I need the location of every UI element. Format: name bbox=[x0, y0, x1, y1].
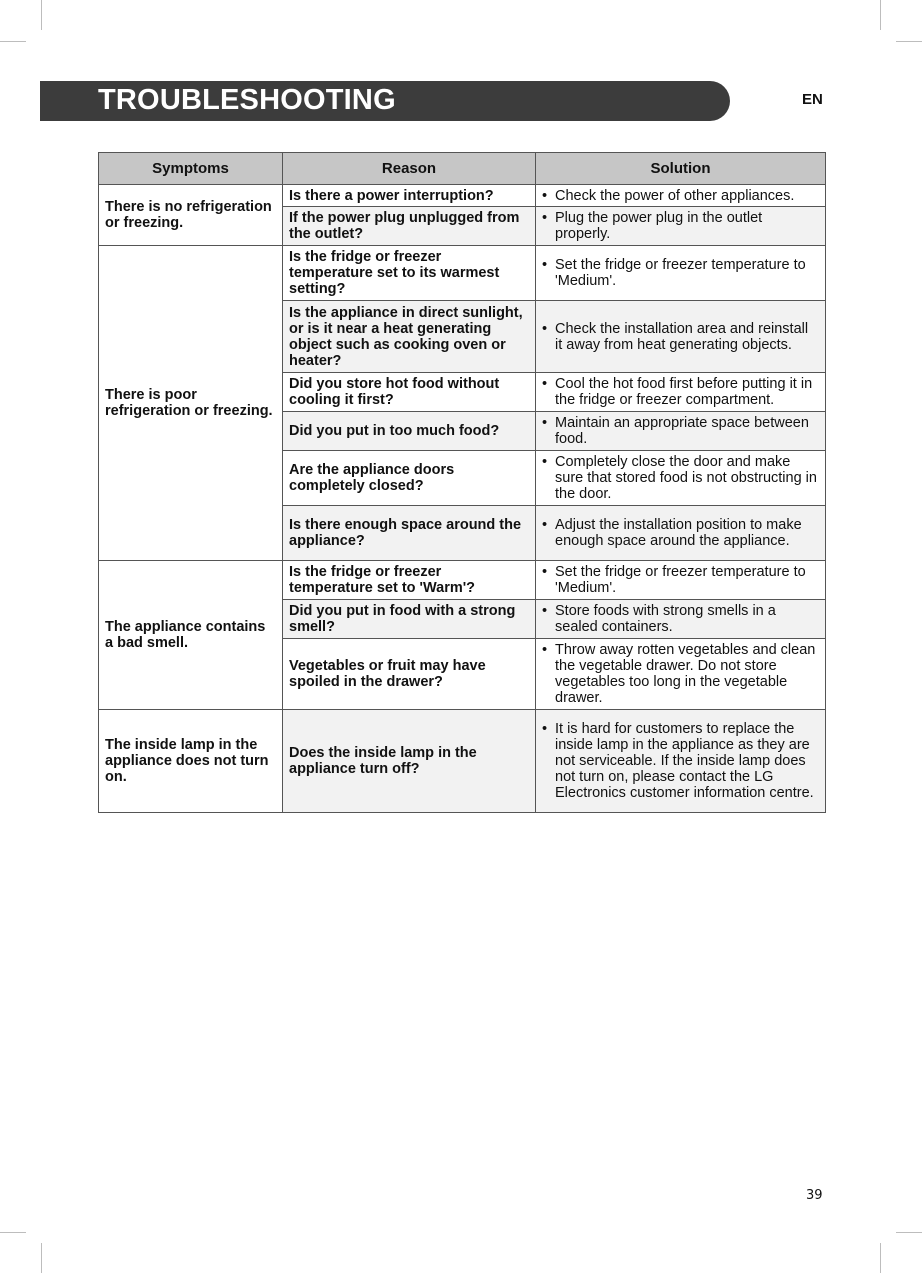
reason-cell: Is there a power interruption? bbox=[283, 185, 536, 207]
solution-text: Throw away rotten vegetables and clean the vegetable drawer. Do not store vegetables too long in the vegetable drawer. bbox=[555, 642, 816, 706]
symptom-cell: There is no refrigeration or freezing. bbox=[99, 185, 283, 246]
symptom-cell: The inside lamp in the appliance does not turn on. bbox=[99, 710, 283, 813]
symptom-cell: The appliance contains a bad smell. bbox=[99, 561, 283, 710]
solution-text: Adjust the installation position to make enough space around the appliance. bbox=[555, 517, 802, 549]
reason-cell: Is the fridge or freezer temperature set to its warmest setting? bbox=[283, 246, 536, 301]
solution-text: Set the fridge or freezer temperature to 'Medium'. bbox=[555, 257, 806, 289]
solution-cell: • Adjust the installation position to make enough space around the appliance. bbox=[536, 506, 826, 561]
troubleshooting-table bbox=[98, 152, 826, 813]
header-symptoms: Symptoms bbox=[99, 153, 283, 185]
reason-cell: Did you store hot food without cooling it first? bbox=[283, 373, 536, 412]
solution-text: Completely close the door and make sure that stored food is not obstructing in the door. bbox=[555, 454, 817, 502]
table-row bbox=[99, 246, 826, 301]
solution-cell: • Set the fridge or freezer temperature to 'Medium'. bbox=[536, 246, 826, 301]
reason-cell: Did you put in too much food? bbox=[283, 412, 536, 451]
table-row bbox=[99, 710, 826, 813]
reason-cell: Did you put in food with a strong smell? bbox=[283, 600, 536, 639]
solution-cell: • Check the installation area and reinstall it away from heat generating objects. bbox=[536, 301, 826, 373]
solution-text: Plug the power plug in the outlet properly. bbox=[555, 210, 763, 242]
page-title: TROUBLESHOOTING bbox=[98, 84, 396, 116]
solution-text: Check the installation area and reinstall it away from heat generating objects. bbox=[555, 320, 809, 353]
solution-cell: • Throw away rotten vegetables and clean the vegetable drawer. Do not store vegetables too long in the vegetable drawer. bbox=[536, 639, 826, 710]
solution-text: Cool the hot food first before putting it in the fridge or freezer compartment. bbox=[555, 376, 813, 408]
crop-mark bbox=[896, 41, 922, 42]
solution-cell: • Maintain an appropriate space between food. bbox=[536, 412, 826, 451]
header-reason: Reason bbox=[283, 153, 536, 185]
crop-mark bbox=[41, 1243, 42, 1273]
section-header-bar bbox=[40, 81, 730, 121]
table-row bbox=[99, 185, 826, 207]
page-number: 39 bbox=[806, 1188, 823, 1203]
solution-text: Check the power of other appliances. bbox=[555, 187, 795, 204]
crop-mark bbox=[0, 1232, 26, 1233]
solution-cell: • It is hard for customers to replace the inside lamp in the appliance as they are not serviceable. If the inside lamp does not turn on, please contact the LG Electronics customer information centre. bbox=[536, 710, 826, 813]
crop-mark bbox=[880, 0, 881, 30]
solution-cell: • Plug the power plug in the outlet properly. bbox=[536, 207, 826, 246]
crop-mark bbox=[41, 0, 42, 30]
solution-text: Maintain an appropriate space between food. bbox=[555, 415, 809, 447]
solution-cell: • Cool the hot food first before putting it in the fridge or freezer compartment. bbox=[536, 373, 826, 412]
solution-cell: • Store foods with strong smells in a sealed containers. bbox=[536, 600, 826, 639]
reason-cell: Are the appliance doors completely closed? bbox=[283, 451, 536, 506]
header-solution: Solution bbox=[536, 153, 826, 185]
crop-mark bbox=[880, 1243, 881, 1273]
solution-text: It is hard for customers to replace the inside lamp in the appliance as they are not serviceable. If the inside lamp does not turn on, please contact the LG Electronics customer information centre. bbox=[555, 721, 814, 801]
solution-cell: • Check the power of other appliances. bbox=[536, 185, 826, 207]
solution-text: Set the fridge or freezer temperature to 'Medium'. bbox=[555, 564, 806, 596]
reason-cell: Is the appliance in direct sunlight, or is it near a heat generating object such as cooking oven or heater? bbox=[283, 301, 536, 373]
reason-cell: If the power plug unplugged from the outlet? bbox=[283, 207, 536, 246]
reason-cell: Vegetables or fruit may have spoiled in the drawer? bbox=[283, 639, 536, 710]
reason-cell: Is there enough space around the appliance? bbox=[283, 506, 536, 561]
solution-cell: • Completely close the door and make sure that stored food is not obstructing in the door. bbox=[536, 451, 826, 506]
crop-mark bbox=[896, 1232, 922, 1233]
table-header-row bbox=[99, 153, 826, 185]
table-row bbox=[99, 561, 826, 600]
solution-cell: • Set the fridge or freezer temperature to 'Medium'. bbox=[536, 561, 826, 600]
reason-cell: Is the fridge or freezer temperature set to 'Warm'? bbox=[283, 561, 536, 600]
symptom-cell: There is poor refrigeration or freezing. bbox=[99, 246, 283, 561]
crop-mark bbox=[0, 41, 26, 42]
language-code: EN bbox=[802, 91, 823, 108]
solution-text: Store foods with strong smells in a sealed containers. bbox=[555, 603, 776, 635]
reason-cell: Does the inside lamp in the appliance turn off? bbox=[283, 710, 536, 813]
